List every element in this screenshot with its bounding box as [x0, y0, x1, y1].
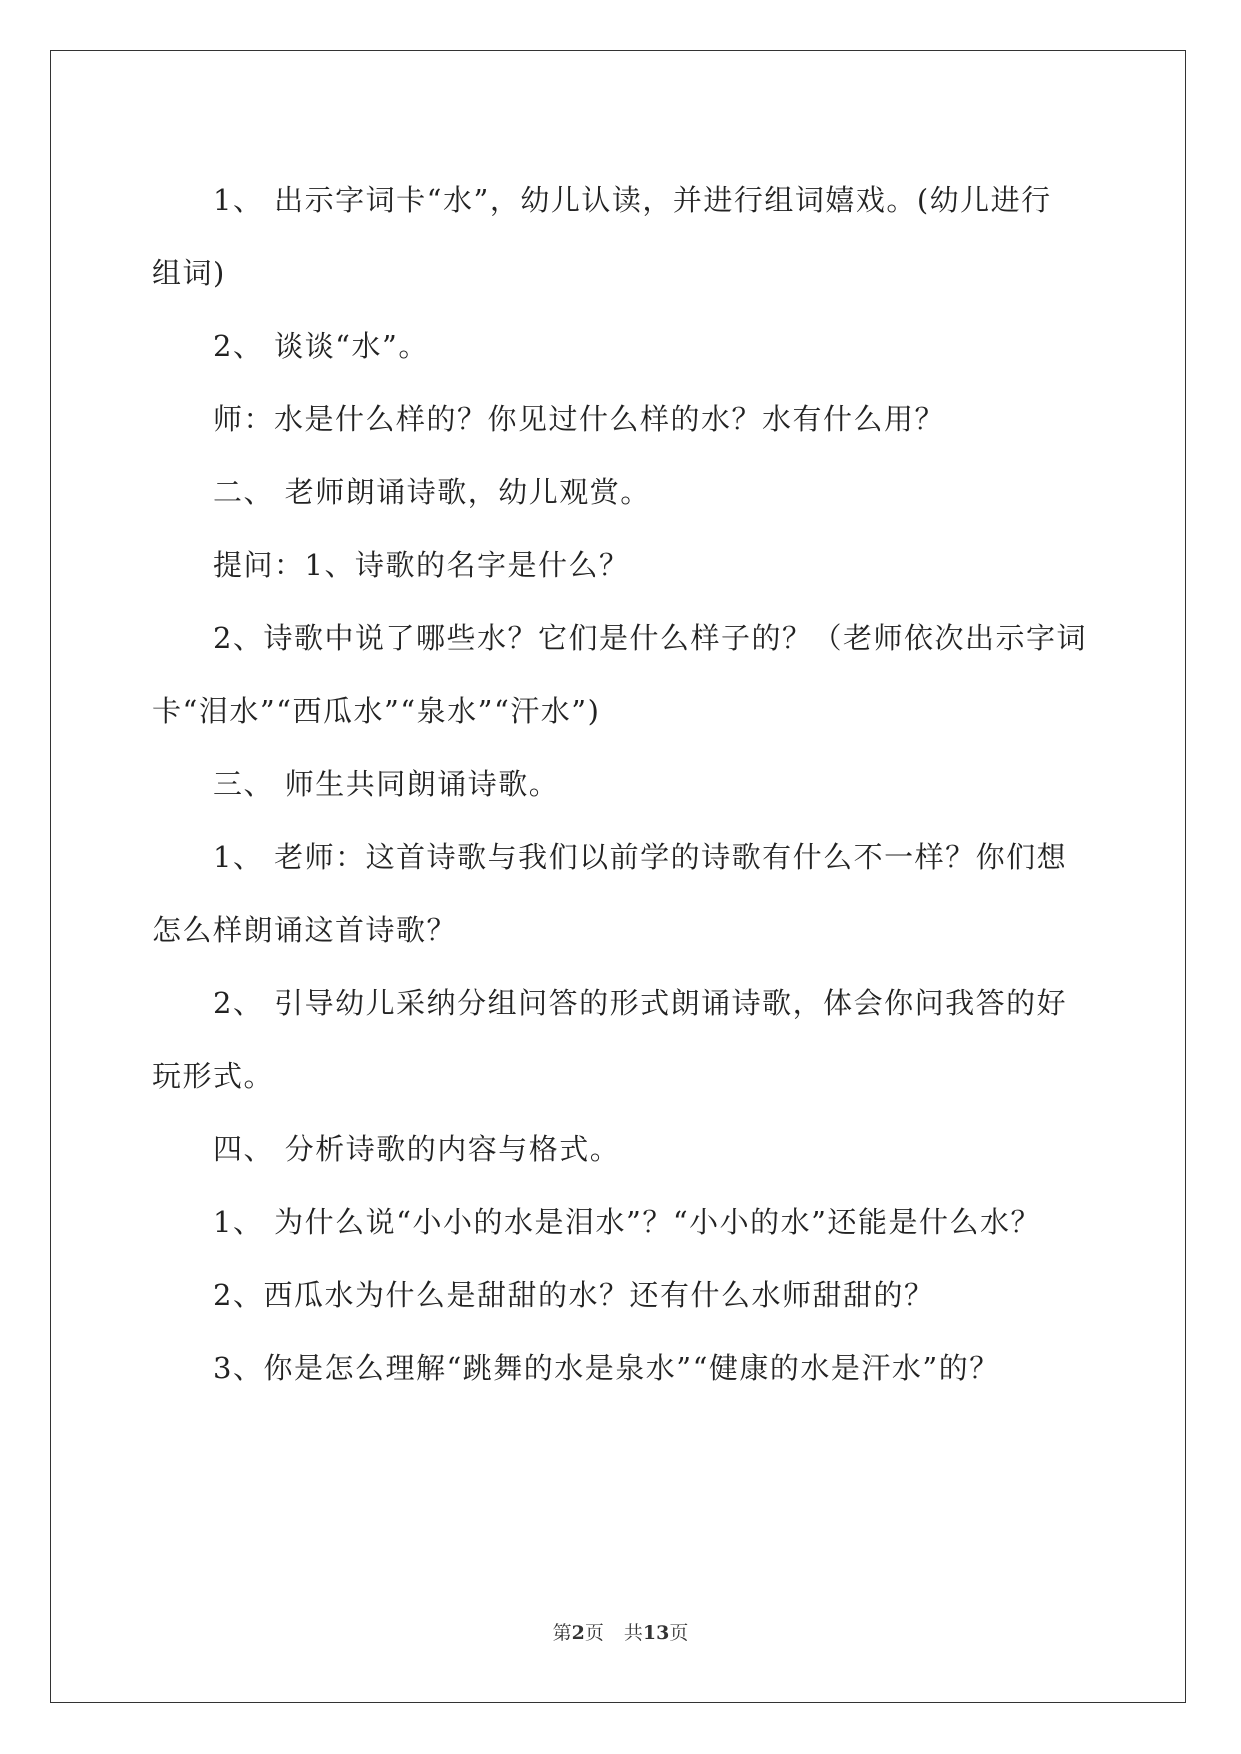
page-prefix: 第: [552, 1622, 572, 1644]
paragraph: 2、 引导幼儿采纳分组问答的形式朗诵诗歌，体会你问我答的好: [213, 986, 1068, 1020]
paragraph: 3、你是怎么理解“跳舞的水是泉水”“健康的水是汗水”的？: [213, 1351, 1000, 1385]
paragraph: 1、 出示字词卡“水”，幼儿认读，并进行组词嬉戏。(幼儿进行: [213, 183, 1052, 217]
total-suffix: 页: [669, 1622, 689, 1644]
paragraph: 提问：1、诗歌的名字是什么？: [213, 548, 630, 582]
paragraph: 组词): [152, 256, 226, 290]
document-body: [152, 164, 1092, 1405]
paragraph: 二、 老师朗诵诗歌，幼儿观赏。: [213, 475, 651, 509]
page-footer: [0, 1618, 1241, 1645]
paragraph: 怎么样朗诵这首诗歌？: [152, 913, 458, 947]
total-prefix: 共: [623, 1622, 643, 1644]
paragraph: 2、 谈谈“水”。: [213, 329, 429, 363]
page-total: 13: [642, 1622, 670, 1644]
paragraph: 卡“泪水”“西瓜水”“泉水”“汗水”): [152, 694, 601, 728]
paragraph: 三、 师生共同朗诵诗歌。: [213, 767, 560, 801]
paragraph: 四、 分析诗歌的内容与格式。: [213, 1132, 621, 1166]
paragraph: 2、诗歌中说了哪些水？它们是什么样子的？（老师依次出示字词: [213, 621, 1087, 655]
paragraph: 2、西瓜水为什么是甜甜的水？还有什么水师甜甜的？: [213, 1278, 935, 1312]
paragraph: 1、 老师：这首诗歌与我们以前学的诗歌有什么不一样？你们想: [213, 840, 1068, 874]
paragraph: 师：水是什么样的？你见过什么样的水？水有什么用？: [213, 402, 946, 436]
page-suffix: 页: [584, 1622, 604, 1644]
paragraph: 玩形式。: [152, 1059, 275, 1093]
page-current: 2: [571, 1622, 585, 1644]
paragraph: 1、 为什么说“小小的水是泪水”？“小小的水”还能是什么水？: [213, 1205, 1041, 1239]
